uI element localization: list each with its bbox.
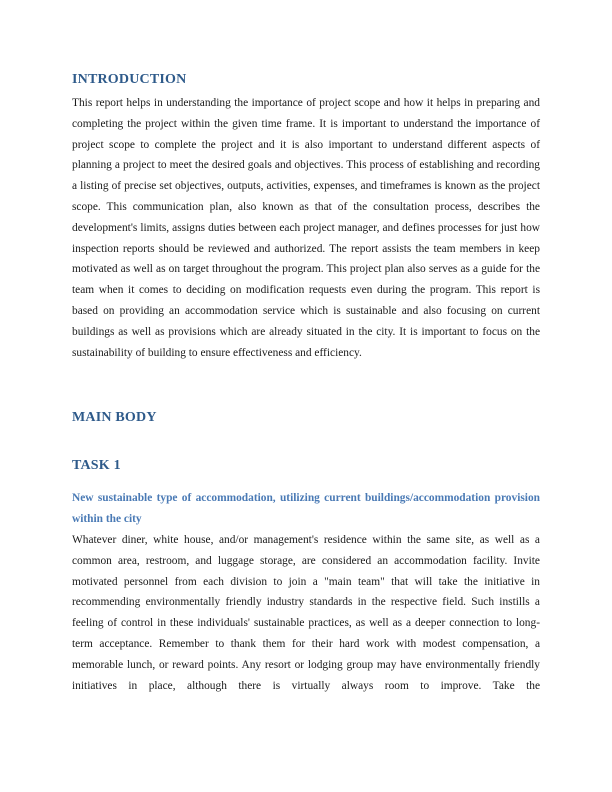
introduction-paragraph: This report helps in understanding the importance of project scope and how it helps in preparing and completing the project within the given time frame. It is important to understand the importance of project scope to complete the project and it is also important to understand different aspects of planning a project to meet the desired goals and objectives. This process of establishing and recording a listing of precise set objectives, outputs, activities, expenses, and timeframes is known as the project scope. This communication plan, also known as that of the consultation process, describes the development's limits, assigns duties between each project manager, and defines processes for just how inspection reports should be reviewed and authorized. The report assists the team members in keep motivated as well as on target throughout the program. This project plan also serves as a guide for the team when it comes to deciding on modification requests even during the program. This report is based on providing an accommodation service which is sustainable and also focusing on current buildings as well as provisions which are already situated in the city. It is important to focus on the sustainability of building to ensure effectiveness and efficiency.: [72, 97, 540, 359]
task1-paragraph: Whatever diner, white house, and/or management's residence within the same site, as well as a common area, restroom, and luggage storage, are considered an accommodation facility. Invite motivated personnel from each division to join a "main team" that will take the initiative in recommending environmentally friendly industry standards in the respective field. Such instills a feeling of control in these individuals' sustainable practices, as well as a deeper connection to long-term acceptance. Remember to thank them for their hard work with modest compensation, a memorable lunch, or reward points. Any resort or lodging group may have environmentally friendly initiatives in place, although there is virtually always room to improve. Take the: [72, 534, 540, 692]
main-body-heading: MAIN BODY: [72, 410, 157, 425]
introduction-heading: INTRODUCTION: [72, 72, 187, 87]
task1-subheading: New sustainable type of accommodation, utilizing current buildings/accommodation provision within the city: [72, 492, 540, 525]
task1-heading: TASK 1: [72, 458, 121, 473]
